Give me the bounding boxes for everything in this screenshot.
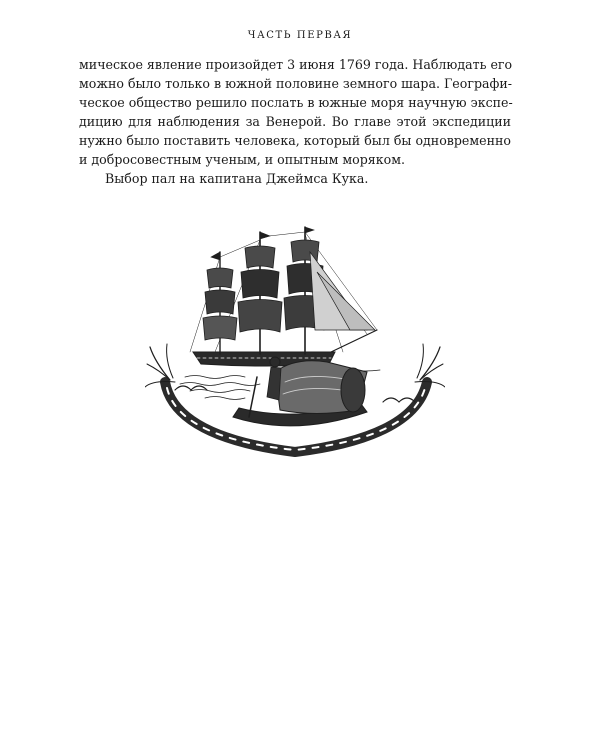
text-line: мическое явление произойдет 3 июня 1769 года. Наблюдать его (79, 57, 513, 72)
text-line: и добросовестным ученым, и опытным моряком. (79, 152, 405, 167)
text-line: нужно было поставить человека, который был бы одновременно (79, 133, 511, 148)
ship-illustration (145, 212, 445, 467)
text-line: дицию для наблюдения за Венерой. Во главе этой экспедиции (79, 114, 511, 129)
body-text (79, 55, 511, 188)
text-line: можно было только в южной половине земного шара. Географи- (79, 76, 513, 91)
text-line: ческое общество решило послать в южные моря научную экспе- (79, 95, 513, 110)
running-head: ЧАСТЬ ПЕРВАЯ (247, 30, 353, 41)
paragraph-text: Выбор пал на капитана Джеймса Кука. (105, 171, 369, 186)
